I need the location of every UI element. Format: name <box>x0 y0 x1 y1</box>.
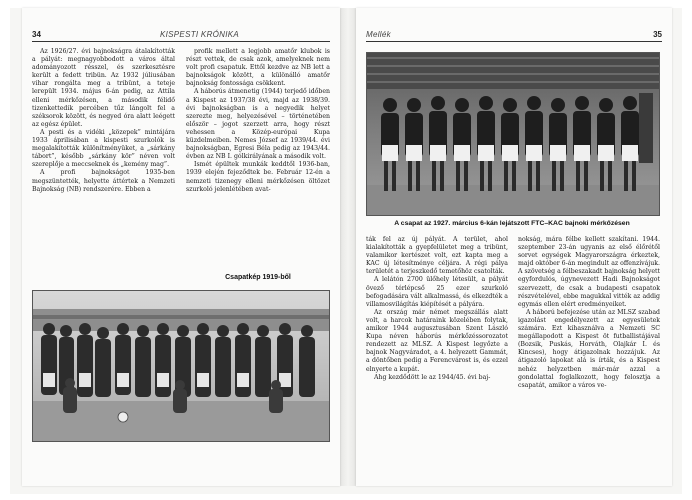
paragraph: nokság, mára félbe kellett szakítani. 1944. szeptember 23-án ugyanis az első élőrétől sorvet egységek Magyarországra érkeztek, majd október 6-án megindult az offenzívájuk. A szövetség a félbeszakadt bajnokság helyett egyfordulós, úgynevezett Hadi Bajnokságot szervezett, de csak a budapesti csapatok részvételével, ebbe magukkal vitték az addig egymás ellen elért eredményeiket. <box>518 236 660 308</box>
left-column-2 <box>186 48 330 194</box>
team-photo-1919-image <box>33 291 329 441</box>
paragraph: A pesti és a vidéki „közepek” mintájára 1933 áprilisában a kispesti szurkolók is megalakították különítményüket, a „sárkány tábort”, később „sárkány kör” néven volt szereplője a meccseknek és „kemény mag”. <box>32 128 175 169</box>
left-page-number: 34 <box>32 30 41 39</box>
right-page-number: 35 <box>653 30 662 39</box>
paragraph: A lelátón 2700 ülőhely létesült, a pályát övező térlépcső 25 ezer szurkoló befogadására vált alkalmassá, és elkezdték a villamosvilágítás kiépítését a pályára. <box>366 276 508 308</box>
right-page-header <box>366 28 662 40</box>
right-photo-caption: A csapat az 1927. március 6-kán lejátszott FTC–KAC bajnoki mérkőzésen <box>394 220 630 227</box>
left-page-header <box>32 28 330 40</box>
paragraph: Ahg kezdődött le az 1944/45. évi baj- <box>374 373 491 381</box>
header-rule <box>366 41 662 42</box>
right-page <box>356 8 672 486</box>
paragraph: Ismét épültek munkák keddtől 1936-ban, 1939 elején fejeződtek be. Február 12-én a nemzeti tizenegy elleni mérkőzésen öltözet szurkoló jelenlétében avat- <box>186 161 330 193</box>
right-column-2 <box>518 236 660 390</box>
paragraph: Az 1926/27. évi bajnokságra átalakították a pályát: megnagyobbodott a város által adományozott résszel, és szerkesztésre került a fedett tribün. Az 1932 júliusában vihar rongálta meg a tribünt, a teteje lerepült 1934. május 6-án pedig, az Attila elleni mérkőzésen, a második félidő tizenkettedik percében tűz lángolt fel a széksorok között, és negyed óra alatt leégett az egész épület. <box>32 48 175 128</box>
left-running-title: KISPESTI KRÓNIKA <box>160 30 240 39</box>
team-photo-1927-image <box>367 53 659 215</box>
team-photo-1919 <box>32 290 330 442</box>
right-running-title: Mellék <box>366 30 391 39</box>
paragraph: A háborús átmenetig (1944) terjedő időben a Kispest az 1937/38 évi, majd az 1938/39. évi bajnokságban is a negyedik helyet szerezte meg, helyezésével – történetében először – jogot szerzett arra, hogy részt vehessen a Közép-európai Kupa küzdelmeiben. Nemes József az 1939/44. évi bajnokságban, Egresi Béla pedig az 1943/44. évben az NB I. gólkirályának a második volt. <box>186 88 330 161</box>
left-page <box>22 8 340 486</box>
paragraph: A háború befejezése után az MLSZ szabad igazolást engedélyezett az egyesületek számára. Ezt kihasználva a Nemzeti SC megállapodott a Kispest öt futballistájával (Bozsik, Puskás, Horváth, Olajkár I. és Kincses), hogy átigazolnak hozzájuk. Az átigazoló lapokat alá is írták, és a Kispest nehéz helyzetben már-már azzal a gondolattal foglalkozott, hogy felosztja a csapatát, amikor a város ve- <box>518 308 660 389</box>
right-column-1 <box>366 236 508 382</box>
paragraph: Az ország már német megszállás alatt volt, a harcok határaink közelében folytak, amikor 1944 augusztusában Szent László Kupa néven háborús mérkőzéssorozatot rendezett az MLSZ. A Kispest legyőzte a bajnok Nagyváradot, a 4. helyezett Gammát, a döntőben pedig a Ferencvárost is, és ezzel elnyerte a kupát. <box>366 308 508 373</box>
left-column-1 <box>32 48 175 194</box>
paragraph: ták fel az új pályát. A terület, ahol kialakították a gyepfelületet meg a tribünt, valamikor kertészet volt, ezt kapta meg a KAC új létesítménye céljára. A régi pálya területét a terjeszkedő temetőhöz csatolták. <box>366 236 508 276</box>
paragraph: profik mellett a legjobb amatőr klubok is részt vettek, de csak azok, amelyeknek nem volt profi csapatuk. Ettől kezdve az NB lett a bajnokságok között, a különálló amatőr bajnokság fontossága csökkent. <box>186 48 330 88</box>
book-gutter <box>340 8 356 486</box>
left-photo-caption: Csapatkép 1919-ből <box>225 274 291 281</box>
header-rule <box>32 41 330 42</box>
team-photo-1927 <box>366 52 660 216</box>
paragraph: A profi bajnokságot 1935-ben megszüntették, helyette áttértek a Nemzeti Bajnokság (NB) rendszerére. Ebben a <box>32 169 175 193</box>
